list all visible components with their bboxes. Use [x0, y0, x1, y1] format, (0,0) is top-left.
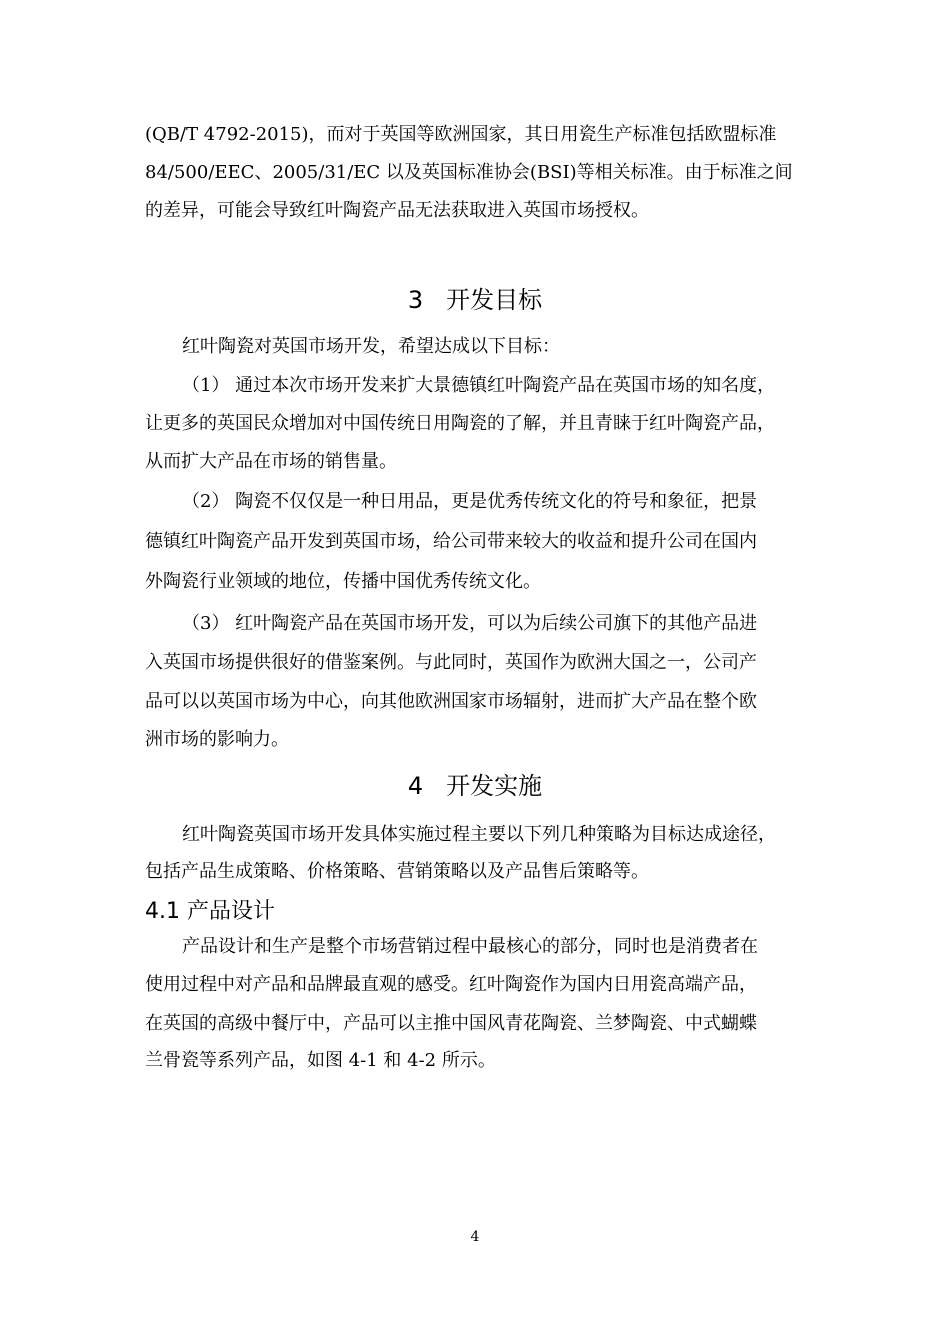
section-4-1-heading: 4.1 产品设计 — [145, 899, 275, 924]
paragraph-line: 兰骨瓷等系列产品，如图 4-1 和 4-2 所示。 — [145, 1050, 496, 1071]
section-4-heading: 4 开发实施 — [407, 772, 543, 800]
paragraph-line: 从而扩大产品在市场的销售量。 — [145, 451, 397, 472]
paragraph-line: 德镇红叶陶瓷产品开发到英国市场，给公司带来较大的收益和提升公司在国内 — [145, 531, 757, 552]
paragraph-line: 品可以以英国市场为中心，向其他欧洲国家市场辐射，进而扩大产品在整个欧 — [145, 691, 757, 712]
paragraph-line: 产品设计和生产是整个市场营销过程中最核心的部分，同时也是消费者在 — [182, 936, 758, 957]
paragraph-line: 红叶陶瓷英国市场开发具体实施过程主要以下列几种策略为目标达成途径， — [182, 824, 776, 845]
paragraph-line: 使用过程中对产品和品牌最直观的感受。红叶陶瓷作为国内日用瓷高端产品， — [145, 974, 757, 995]
paragraph-line: 洲市场的影响力。 — [145, 729, 289, 750]
page-number: 4 — [470, 1229, 480, 1245]
paragraph-line: 包括产品生成策略、价格策略、营销策略以及产品售后策略等。 — [145, 861, 649, 882]
paragraph-line: 84/500/EEC、2005/31/EC 以及英国标准协会(BSI)等相关标准。由于标准之间 — [145, 162, 793, 183]
paragraph-line: （3） 红叶陶瓷产品在英国市场开发，可以为后续公司旗下的其他产品进 — [182, 613, 758, 634]
paragraph-line: 让更多的英国民众增加对中国传统日用陶瓷的了解，并且青睐于红叶陶瓷产品， — [145, 413, 775, 434]
paragraph-line: （1） 通过本次市场开发来扩大景德镇红叶陶瓷产品在英国市场的知名度， — [182, 375, 776, 396]
paragraph-line: 外陶瓷行业领域的地位，传播中国优秀传统文化。 — [145, 571, 541, 592]
paragraph-line: 在英国的高级中餐厅中，产品可以主推中国风青花陶瓷、兰梦陶瓷、中式蝴蝶 — [145, 1013, 757, 1034]
paragraph-line: (QB/T 4792-2015)，而对于英国等欧洲国家，其日用瓷生产标准包括欧盟标准 — [145, 124, 777, 145]
paragraph-line: 的差异，可能会导致红叶陶瓷产品无法获取进入英国市场授权。 — [145, 200, 649, 221]
section-3-heading: 3 开发目标 — [407, 286, 543, 314]
paragraph-line: 入英国市场提供很好的借鉴案例。与此同时，英国作为欧洲大国之一，公司产 — [145, 652, 757, 673]
paragraph-line: （2） 陶瓷不仅仅是一种日用品，更是优秀传统文化的符号和象征，把景 — [182, 491, 758, 512]
section-3-lead: 红叶陶瓷对英国市场开发，希望达成以下目标： — [182, 336, 560, 357]
